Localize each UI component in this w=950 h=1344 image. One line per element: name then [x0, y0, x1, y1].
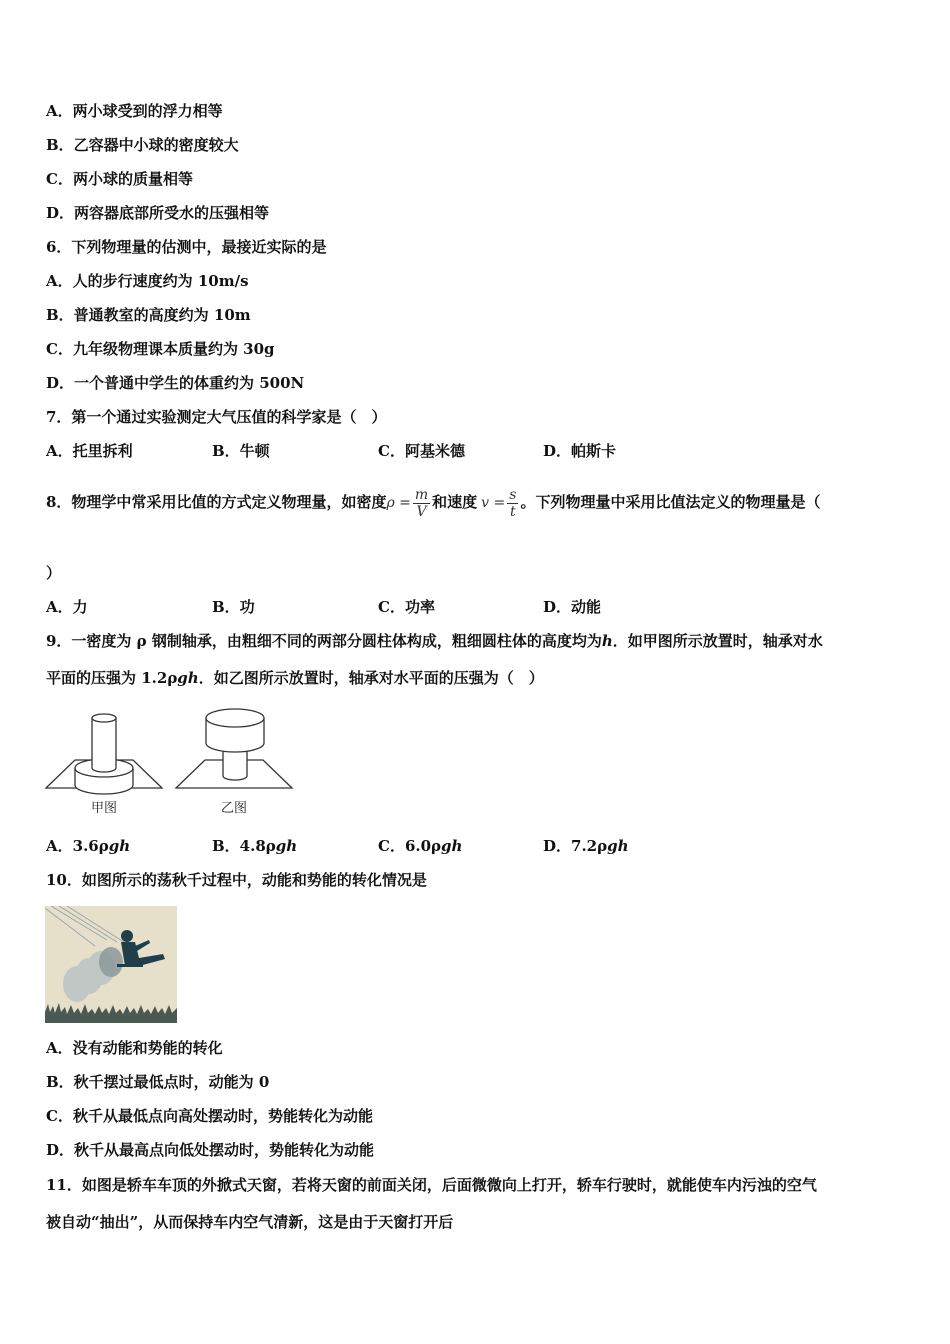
q10-option-c: C．秋千从最低点向高处摆动时，势能转化为动能 — [46, 1107, 373, 1125]
q5-option-d: D．两容器底部所受水的压强相等 — [46, 204, 270, 222]
time-symbol: t — [510, 503, 516, 520]
q10-option-d: D．秋千从最高点向低处摆动时，势能转化为动能 — [46, 1141, 375, 1159]
figure-yi — [176, 709, 292, 788]
q8-stem-part1: 8．物理学中常采用比值的方式定义物理量，如密度 — [46, 493, 387, 511]
distance-symbol: s — [509, 486, 517, 503]
q7-option-a: A．托里拆利 — [46, 442, 133, 460]
speed-formula — [481, 486, 520, 520]
q10-option-b: B．秋千摆过最低点时，动能为 0 — [46, 1073, 270, 1091]
q5-option-c: C．两小球的质量相等 — [46, 170, 193, 188]
q7-option-d: D．帕斯卡 — [543, 442, 617, 460]
q6-option-a: A．人的步行速度约为 10m/s — [46, 272, 249, 290]
mass-symbol: m — [414, 486, 429, 503]
density-formula — [386, 486, 432, 520]
q9-option-b — [212, 836, 297, 856]
q10-option-a: A．没有动能和势能的转化 — [46, 1039, 223, 1057]
q6-stem: 6．下列物理量的估测中，最接近实际的是 — [46, 238, 327, 256]
q9-option-c-gh: gh — [441, 837, 463, 855]
q8-stem-part3: 。下列物理量中采用比值法定义的物理量是（ — [520, 493, 821, 511]
q9-option-a-gh: gh — [108, 837, 131, 855]
q9-option-b-gh: gh — [275, 837, 298, 855]
q11-stem-line2: 被自动“抽出”，从而保持车内空气清新，这是由于天窗打开后 — [46, 1213, 454, 1231]
q9-option-d — [543, 836, 629, 856]
gh-symbol: gh — [177, 669, 199, 687]
q8-stem-part2: 和速度 — [432, 493, 478, 511]
q6-option-b: B．普通教室的高度约为 10m — [46, 306, 251, 324]
volume-symbol: V — [416, 503, 427, 520]
q5-option-b: B．乙容器中小球的密度较大 — [46, 136, 239, 154]
q9-option-d-gh: gh — [607, 837, 629, 855]
q7-stem: 7．第一个通过实验测定大气压值的科学家是（ ） — [46, 408, 387, 426]
q9-stem-line2 — [46, 668, 544, 688]
fig-jia-label: 甲图 — [90, 801, 118, 816]
q8-stem — [46, 484, 820, 521]
narrow-cylinder-jia-body — [92, 718, 116, 772]
bearing-figure — [44, 708, 294, 820]
q10-stem: 10．如图所示的荡秋千过程中，动能和势能的转化情况是 — [46, 871, 427, 889]
q6-option-d: D．一个普通中学生的体重约为 500N — [46, 374, 305, 392]
q5-option-a: A．两小球受到的浮力相等 — [46, 102, 223, 120]
q9-stem-line1 — [46, 631, 823, 651]
height-symbol: h — [601, 632, 613, 650]
q8-option-b: B．功 — [212, 598, 255, 616]
q9-option-c-value: C．6.0ρ — [378, 837, 442, 855]
narrow-cylinder-jia-top — [92, 714, 116, 722]
q9-line1-text-a: 9．一密度为 ρ 钢制轴承，由粗细不同的两部分圆柱体构成，粗细圆柱体的高度均为 — [46, 632, 602, 650]
q9-line1-text-b: ．如甲图所示放置时，轴承对水 — [612, 632, 823, 650]
q8-option-c: C．功率 — [378, 598, 435, 616]
q9-option-d-value: D．7.2ρ — [543, 837, 608, 855]
swing-image — [45, 906, 177, 1023]
q11-stem-line1: 11．如图是轿车车顶的外掀式天窗，若将天窗的前面关闭，后面微微向上打开，轿车行驶时，就能使车内污浊的空气 — [46, 1176, 817, 1194]
rho-symbol: ρ = — [386, 495, 411, 511]
q7-option-b: B．牛顿 — [212, 442, 270, 460]
q6-option-c: C．九年级物理课本质量约为 30g — [46, 340, 275, 358]
q7-option-c: C．阿基米德 — [378, 442, 465, 460]
fig-yi-label: 乙图 — [220, 801, 248, 816]
wide-cylinder-yi-top — [206, 709, 264, 727]
q9-option-a-value: A．3.6ρ — [46, 837, 109, 855]
q9-option-a — [46, 836, 130, 856]
v-symbol: v = — [481, 495, 506, 511]
q8-option-a: A．力 — [46, 598, 88, 616]
q9-line2-text-b: ．如乙图所示放置时，轴承对水平面的压强为（ ） — [198, 669, 544, 687]
q9-option-b-value: B．4.8ρ — [212, 837, 276, 855]
q9-line2-text-a: 平面的压强为 1.2ρ — [46, 669, 178, 687]
figure-jia — [46, 714, 162, 794]
q8-option-d: D．动能 — [543, 598, 602, 616]
q8-stem-close: ） — [46, 564, 62, 582]
q9-option-c — [378, 836, 462, 856]
